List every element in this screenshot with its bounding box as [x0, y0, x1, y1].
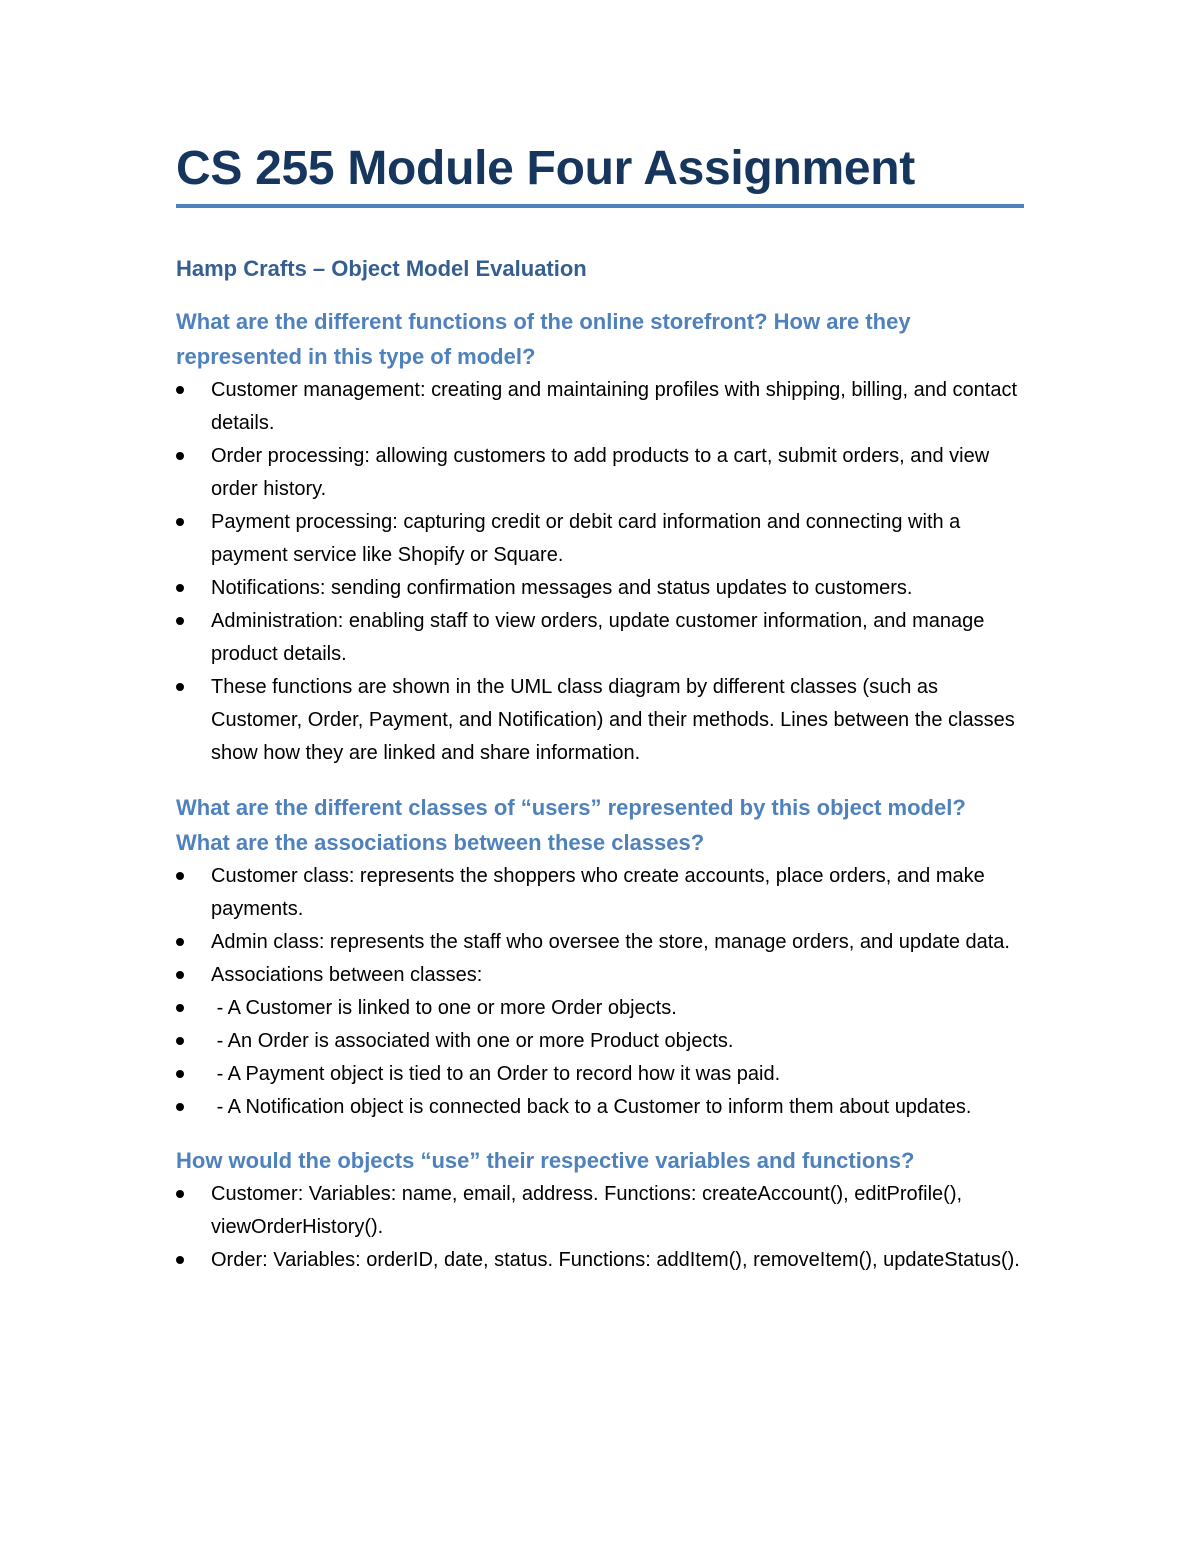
section-heading-user-classes: What are the different classes of “users” represented by this object model? What are the associations between these classes? [176, 795, 966, 856]
section-heading-functions: What are the different functions of the online storefront? How are they represented in this type of model? [176, 309, 911, 370]
bullet-icon [176, 938, 184, 946]
list-item: - A Payment object is tied to an Order to record how it was paid. [176, 1058, 1024, 1091]
list-item: These functions are shown in the UML class diagram by different classes (such as Customer, Order, Payment, and Notification) and their methods. Lines between the classes show how they are linked and share information. [176, 671, 1024, 770]
list-item: - A Notification object is connected back to a Customer to inform them about updates. [176, 1091, 1024, 1124]
bullet-icon [176, 1070, 184, 1078]
bullet-icon [176, 971, 184, 979]
list-item: Customer management: creating and maintaining profiles with shipping, billing, and contact details. [176, 374, 1024, 440]
bullet-icon [176, 1103, 184, 1111]
bullet-icon [176, 452, 184, 460]
functions-list [176, 374, 1024, 770]
document-page [176, 140, 1024, 1277]
bullet-icon [176, 1190, 184, 1198]
bullet-icon [176, 683, 184, 691]
list-item: - An Order is associated with one or more Product objects. [176, 1025, 1024, 1058]
list-item: Customer: Variables: name, email, address. Functions: createAccount(), editProfile(), viewOrderHistory(). [176, 1178, 1024, 1244]
bullet-icon [176, 518, 184, 526]
title-underline [176, 204, 1024, 208]
bullet-icon [176, 1256, 184, 1264]
section-heading-object-usage: How would the objects “use” their respective variables and functions? [176, 1148, 915, 1174]
list-item: Order processing: allowing customers to add products to a cart, submit orders, and view order history. [176, 440, 1024, 506]
bullet-icon [176, 584, 184, 592]
document-subtitle: Hamp Crafts – Object Model Evaluation [176, 255, 587, 281]
list-item: Administration: enabling staff to view orders, update customer information, and manage product details. [176, 605, 1024, 671]
list-item: - A Customer is linked to one or more Order objects. [176, 992, 1024, 1025]
bullet-icon [176, 1004, 184, 1012]
list-item: Notifications: sending confirmation messages and status updates to customers. [176, 572, 1024, 605]
list-item: Associations between classes: [176, 959, 1024, 992]
list-item: Order: Variables: orderID, date, status. Functions: addItem(), removeItem(), updateStatus(). [176, 1244, 1024, 1277]
bullet-icon [176, 386, 184, 394]
bullet-icon [176, 617, 184, 625]
list-item: Admin class: represents the staff who oversee the store, manage orders, and update data. [176, 926, 1024, 959]
list-item: Payment processing: capturing credit or debit card information and connecting with a payment service like Shopify or Square. [176, 506, 1024, 572]
user-classes-list [176, 860, 1024, 1124]
bullet-icon [176, 872, 184, 880]
object-usage-list [176, 1178, 1024, 1277]
document-title: CS 255 Module Four Assignment [176, 142, 915, 195]
list-item: Customer class: represents the shoppers who create accounts, place orders, and make payments. [176, 860, 1024, 926]
bullet-icon [176, 1037, 184, 1045]
